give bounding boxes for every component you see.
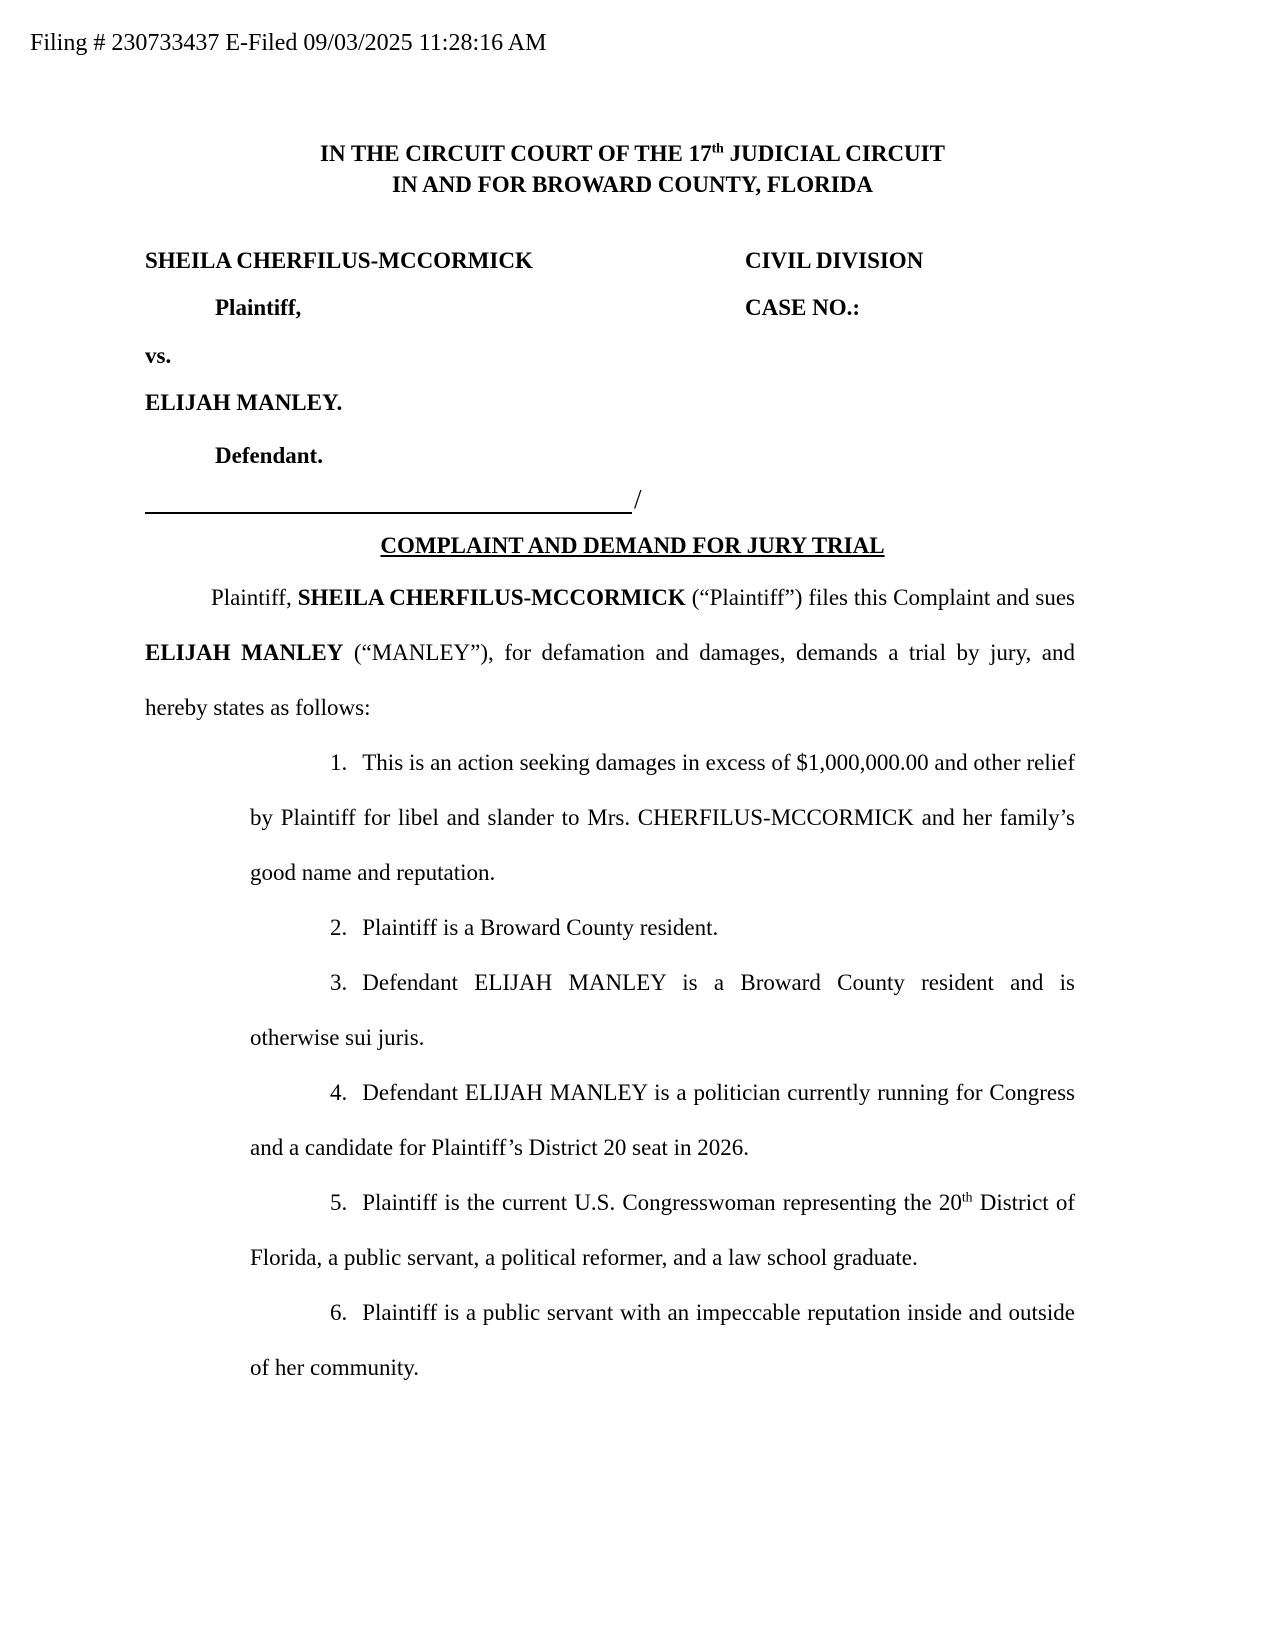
caption-case-number-label: CASE NO.: (745, 295, 861, 320)
numbered-paragraph-6 (250, 1285, 1075, 1395)
caption-civil-division: CIVIL DIVISION (745, 248, 924, 273)
document-body (145, 570, 1075, 1395)
intro-paragraph: Plaintiff, SHEILA CHERFILUS-MCCORMICK (“Plaintiff”) files this Complaint and sues ELIJAH MANLEY (“MANLEY”), for defamation and damages, demands a trial by jury, and hereby states as follows: (145, 585, 1075, 720)
paragraph-number: 1. (330, 750, 348, 775)
defendant-name-bold: ELIJAH MANLEY (145, 640, 344, 665)
numbered-paragraph-4 (250, 1065, 1075, 1175)
court-heading (0, 138, 1265, 200)
court-heading-line1: IN THE CIRCUIT COURT OF THE 17th JUDICIAL CIRCUIT (320, 140, 945, 166)
caption-plaintiff-role: Plaintiff, (215, 295, 302, 320)
paragraph-text: Plaintiff is the current U.S. Congresswoman representing the 20 (362, 1190, 962, 1215)
caption-rule-line (145, 488, 632, 514)
caption-closing-rule (145, 484, 642, 514)
paragraph-number: 6. (330, 1300, 348, 1325)
caption-defendant-name: ELIJAH MANLEY. (145, 390, 343, 415)
plaintiff-name-bold: SHEILA CHERFILUS-MCCORMICK (297, 585, 686, 610)
numbered-paragraph-5 (250, 1175, 1075, 1285)
paragraph-text: Plaintiff is a Broward County resident. (362, 915, 719, 940)
paragraph-number: 3. (330, 970, 348, 995)
caption-plaintiff-name: SHEILA CHERFILUS-MCCORMICK (145, 248, 533, 273)
court-heading-line2: IN AND FOR BROWARD COUNTY, FLORIDA (392, 172, 873, 197)
document-title: COMPLAINT AND DEMAND FOR JURY TRIAL (380, 533, 885, 558)
caption-versus: vs. (145, 343, 172, 368)
efiling-stamp: Filing # 230733437 E-Filed 09/03/2025 11:28:16 AM (30, 30, 547, 56)
paragraph-number: 2. (330, 915, 348, 940)
paragraph-text: District of Florida, a public servant, a political reformer, and a law school graduate. (250, 1190, 1075, 1270)
paragraph-text: This is an action seeking damages in excess of $1,000,000.00 and other relief by Plaintiff for libel and slander to Mrs. CHERFILUS-MCCORMICK and her family’s good name and reputation. (250, 750, 1075, 885)
ordinal-superscript: th (961, 1189, 973, 1205)
paragraph-text: Defendant ELIJAH MANLEY is a politician currently running for Congress and a candidate for Plaintiff’s District 20 seat in 2026. (250, 1080, 1075, 1160)
paragraph-text: Defendant ELIJAH MANLEY is a Broward County resident and is otherwise sui juris. (250, 970, 1075, 1050)
caption-defendant-role: Defendant. (215, 443, 323, 468)
paragraph-number: 4. (330, 1080, 348, 1105)
ordinal-superscript: th (711, 140, 724, 156)
numbered-paragraph-2 (250, 900, 1075, 955)
paragraph-number: 5. (330, 1190, 348, 1215)
paragraph-text: Plaintiff is a public servant with an impeccable reputation inside and outside of her community. (250, 1300, 1075, 1380)
numbered-paragraph-1 (250, 735, 1075, 900)
numbered-paragraph-3 (250, 955, 1075, 1065)
caption-rule-slash: / (634, 484, 642, 514)
